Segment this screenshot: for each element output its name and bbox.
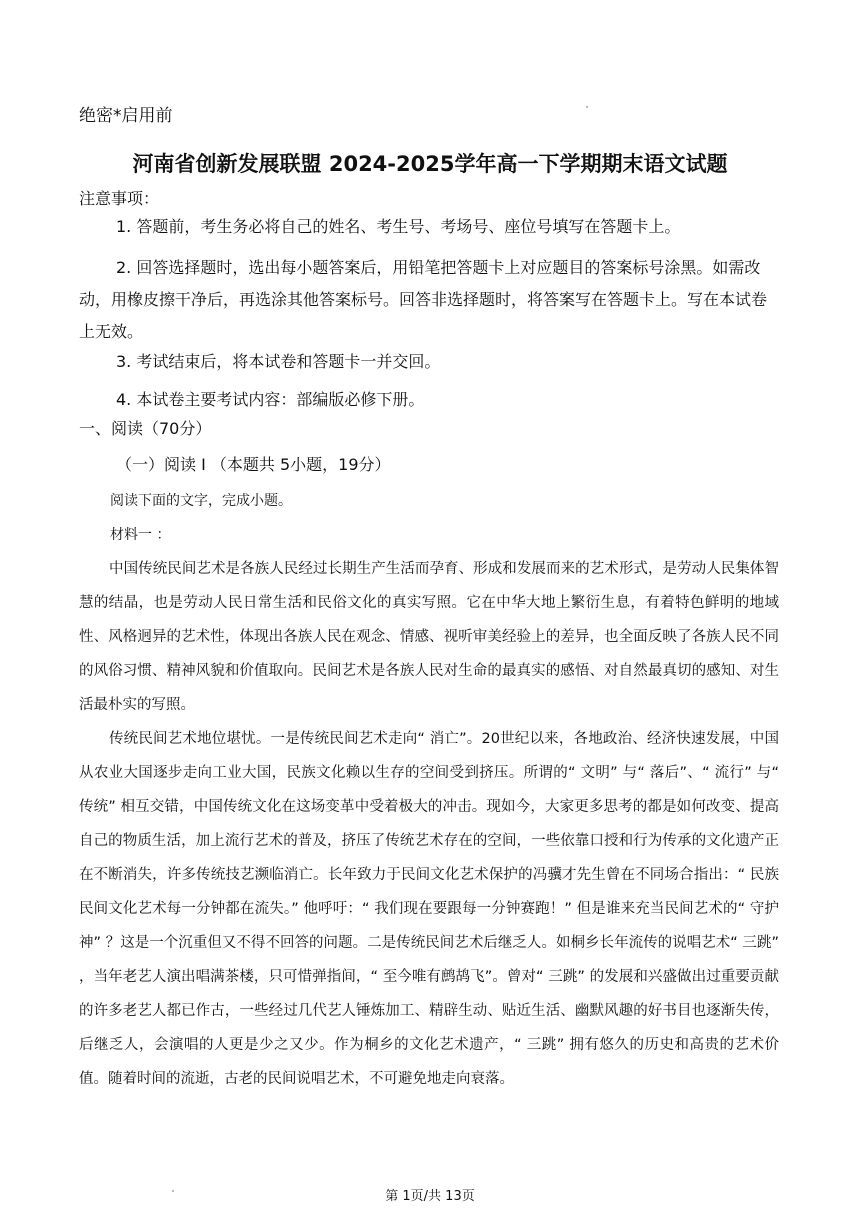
section-heading: 一、阅读（70分） bbox=[79, 419, 212, 438]
notice-item-1: 1. 答题前，考生务必将自己的姓名、考生号、考场号、座位号填写在答题卡上。 bbox=[116, 217, 681, 236]
sub-section-heading: （一）阅读 I （本题共 5小题，19分） bbox=[116, 455, 391, 474]
notice-item-3: 3. 考试结束后，将本试卷和答题卡一并交回。 bbox=[116, 352, 441, 371]
reading-instruction: 阅读下面的文字，完成小题。 bbox=[110, 493, 292, 509]
paragraph-2: 传统民间艺术地位堪忧。一是传统民间艺术走向“ 消亡”。20世纪以来，各地政治、经济快速发展，中国从农业大国逐步走向工业大国，民族文化赖以生存的空间受到挤压。所谓的“ 文明” 与“ 落后”、“ 流行” 与“ 传统” 相互交错，中国传统文化在这场变革中受着极大的冲击。现如今，大家更多思考的都是如何改变、提高自己的物质生活，加上流行艺术的普及，挤压了传统艺术存在的空间，一些依靠口授和行为传承的文化遗产正在不断消失，许多传统技艺濒临消亡。长年致力于民间文化艺术保护的冯骥才先生曾在不同场合指出：“ 民族民间文化艺术每一分钟都在流失。” 他呼吁：“ 我们现在要跟每一分钟赛跑！” 但是谁来充当民间艺术的“ 守护神” ？这是一个沉重但又不得不回答的问题。二是传统民间艺术后继乏人。如桐乡长年流传的说唱艺术“ 三跳” ，当年老艺人演出唱满茶楼，只可惜弹指间，“ 至今唯有鹧鸪飞”。曾对“ 三跳” 的发展和兴盛做出过重要贡献的许多老艺人都已作古，一些经过几代艺人锤炼加工、精辟生动、贴近生活、幽默风趣的好书目也逐渐失传，后继乏人，会演唱的人更是少之又少。作为桐乡的文化艺术遗产，“ 三跳” 拥有悠久的历史和高贵的艺术价值。随着时间的流逝，古老的民间说唱艺术，不可避免地走向衰落。 bbox=[79, 731, 779, 1087]
page-title: 河南省创新发展联盟 2024-2025学年高一下学期期末语文试题 bbox=[132, 152, 728, 176]
confidential-label: 绝密*启用前 bbox=[79, 106, 173, 126]
paragraph-1: 中国传统民间艺术是各族人民经过长期生产生活而孕育、形成和发展而来的艺术形式，是劳动人民集体智慧的结晶，也是劳动人民日常生活和民俗文化的真实写照。它在中华大地上繁衍生息，有着特色鲜明的地域性、风格迥异的艺术性，体现出各族人民在观念、情感、视听审美经验上的差异，也全面反映了各族人民不同的风俗习惯、精神风貌和价值取向。民间艺术是各族人民对生命的最真实的感悟、对自然最真切的感知、对生活最朴实的写照。 bbox=[79, 561, 779, 713]
notice-heading: 注意事项： bbox=[79, 189, 160, 208]
page-number: 第 1页/共 13页 bbox=[385, 1189, 475, 1204]
notice-item-2: 2. 回答选择题时，选出每小题答案后，用铅笔把答题卡上对应题目的答案标号涂黑。如需改动，用橡皮擦干净后，再选涂其他答案标号。回答非选择题时，将答案写在答题卡上。写在本试卷上无效。 bbox=[79, 258, 768, 341]
scan-speck bbox=[586, 106, 588, 108]
notice-item-4: 4. 本试卷主要考试内容：部编版必修下册。 bbox=[116, 390, 425, 409]
material-label: 材料一 ： bbox=[110, 527, 171, 543]
